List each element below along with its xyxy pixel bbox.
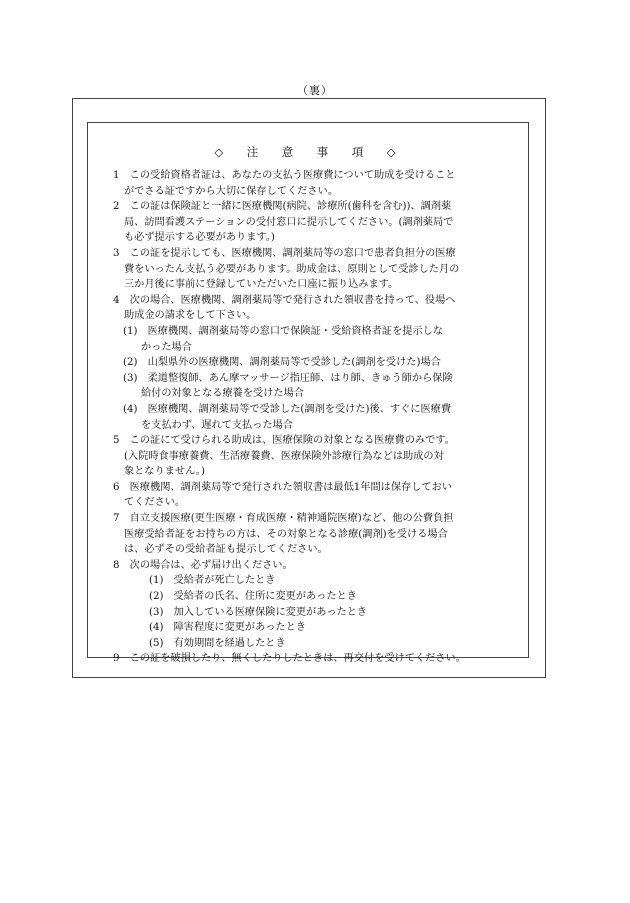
note-3-line-1: 3 この証を提示しても、医療機関、調剤薬局等の窓口で患者負担分の医療 (113, 247, 456, 259)
note-5-line-2: (入院時食事療養費、生活療養費、医療保険外診療行為などは助成の対 (124, 450, 444, 462)
note-7-line-1: 7 自立支援医療(更生医療・育成医療・精神通院医療)など、他の公費負担 (113, 513, 454, 525)
note-2-line-3: も必ず提示する必要があります。) (124, 232, 275, 244)
note-4-sub-2: (2) 山梨県外の医療機関、調剤薬局等で受診した(調剤を受けた)場合 (123, 357, 441, 369)
note-8-sub-2: (2) 受給者の氏名、住所に変更があったとき (149, 591, 357, 603)
note-4-sub-4-line-1: (4) 医療機関、調剤薬局等で受診した(調剤を受けた)後、すぐに医療費 (123, 403, 452, 415)
note-4-sub-3-line-1: (3) 柔道整復師、あん摩マッサージ指圧師、はり師、きゅう師から保険 (123, 372, 453, 384)
note-8-sub-5: (5) 有効期間を経過したとき (149, 637, 286, 649)
note-1-line-1: 1 この受給資格者証は、あなたの支払う医療費について助成を受けること (113, 170, 456, 181)
note-8-line-1: 8 次の場合は、必ず届け出ください。 (113, 559, 293, 571)
note-2-line-1: 2 この証は保険証と一緒に医療機関(病院、診療所(歯科を含む))、調剤薬 (113, 201, 452, 213)
note-8-sub-1: (1) 受給者が死亡したとき (149, 575, 276, 587)
notes-list (113, 168, 509, 667)
note-6-line-1: 6 医療機関、調剤薬局等で発行された領収書は最低1年間は保存しておい (113, 481, 452, 493)
note-4-sub-1-line-1: (1) 医療機関、調剤薬局等の窓口で保険証・受給資格者証を提示しな (123, 325, 444, 337)
note-8-sub-3: (3) 加入している医療保険に変更があったとき (149, 606, 368, 618)
note-7-line-3: は、必ずその受給者証も提示してください。 (124, 544, 328, 556)
note-4-sub-1-line-2: かった場合 (141, 341, 192, 353)
note-2-line-2: 局、訪問看護ステーションの受付窓口に提示してください。(調剤薬局で (124, 216, 454, 228)
note-7-line-2: 医療受給者証をお持ちの方は、その対象となる診療(調剤)を受ける場合 (124, 528, 448, 540)
page-side-label: （裏） (297, 84, 333, 97)
note-1-line-2: がでさる証ですから大切に保存してください。 (124, 185, 338, 197)
note-5-line-1: 5 この証にて受けられる助成は、医療保険の対象となる医療費のみです。 (113, 435, 455, 447)
note-4-sub-3-line-2: 給付の対象となる療養を受けた場合 (141, 388, 304, 400)
note-3-line-2: 費をいったん支払う必要があります。助成金は、原則として受診した月の (124, 263, 460, 275)
notes-heading: ◇ 注 意 事 項 ◇ (214, 145, 402, 159)
note-5-line-3: 象となりません。) (124, 466, 205, 478)
note-4-line-2: 助成金の請求をして下さい。 (124, 310, 257, 322)
note-4-line-1: 4 次の場合、医療機関、調剤薬局等で発行された領収書を持って、役場へ (113, 294, 456, 306)
note-9-line-1: 9 この証を破損したり、無くしたりしたときは、再交付を受けてください。 (113, 653, 466, 665)
note-6-line-2: てください。 (124, 497, 186, 509)
note-4-sub-4-line-2: を支払わず、遅れて支払った場合 (141, 419, 293, 431)
note-8-sub-4: (4) 障害程度に変更があったとき (149, 622, 306, 634)
note-3-line-3: 三か月後に事前に登録していただいた口座に振り込みます。 (124, 279, 399, 291)
